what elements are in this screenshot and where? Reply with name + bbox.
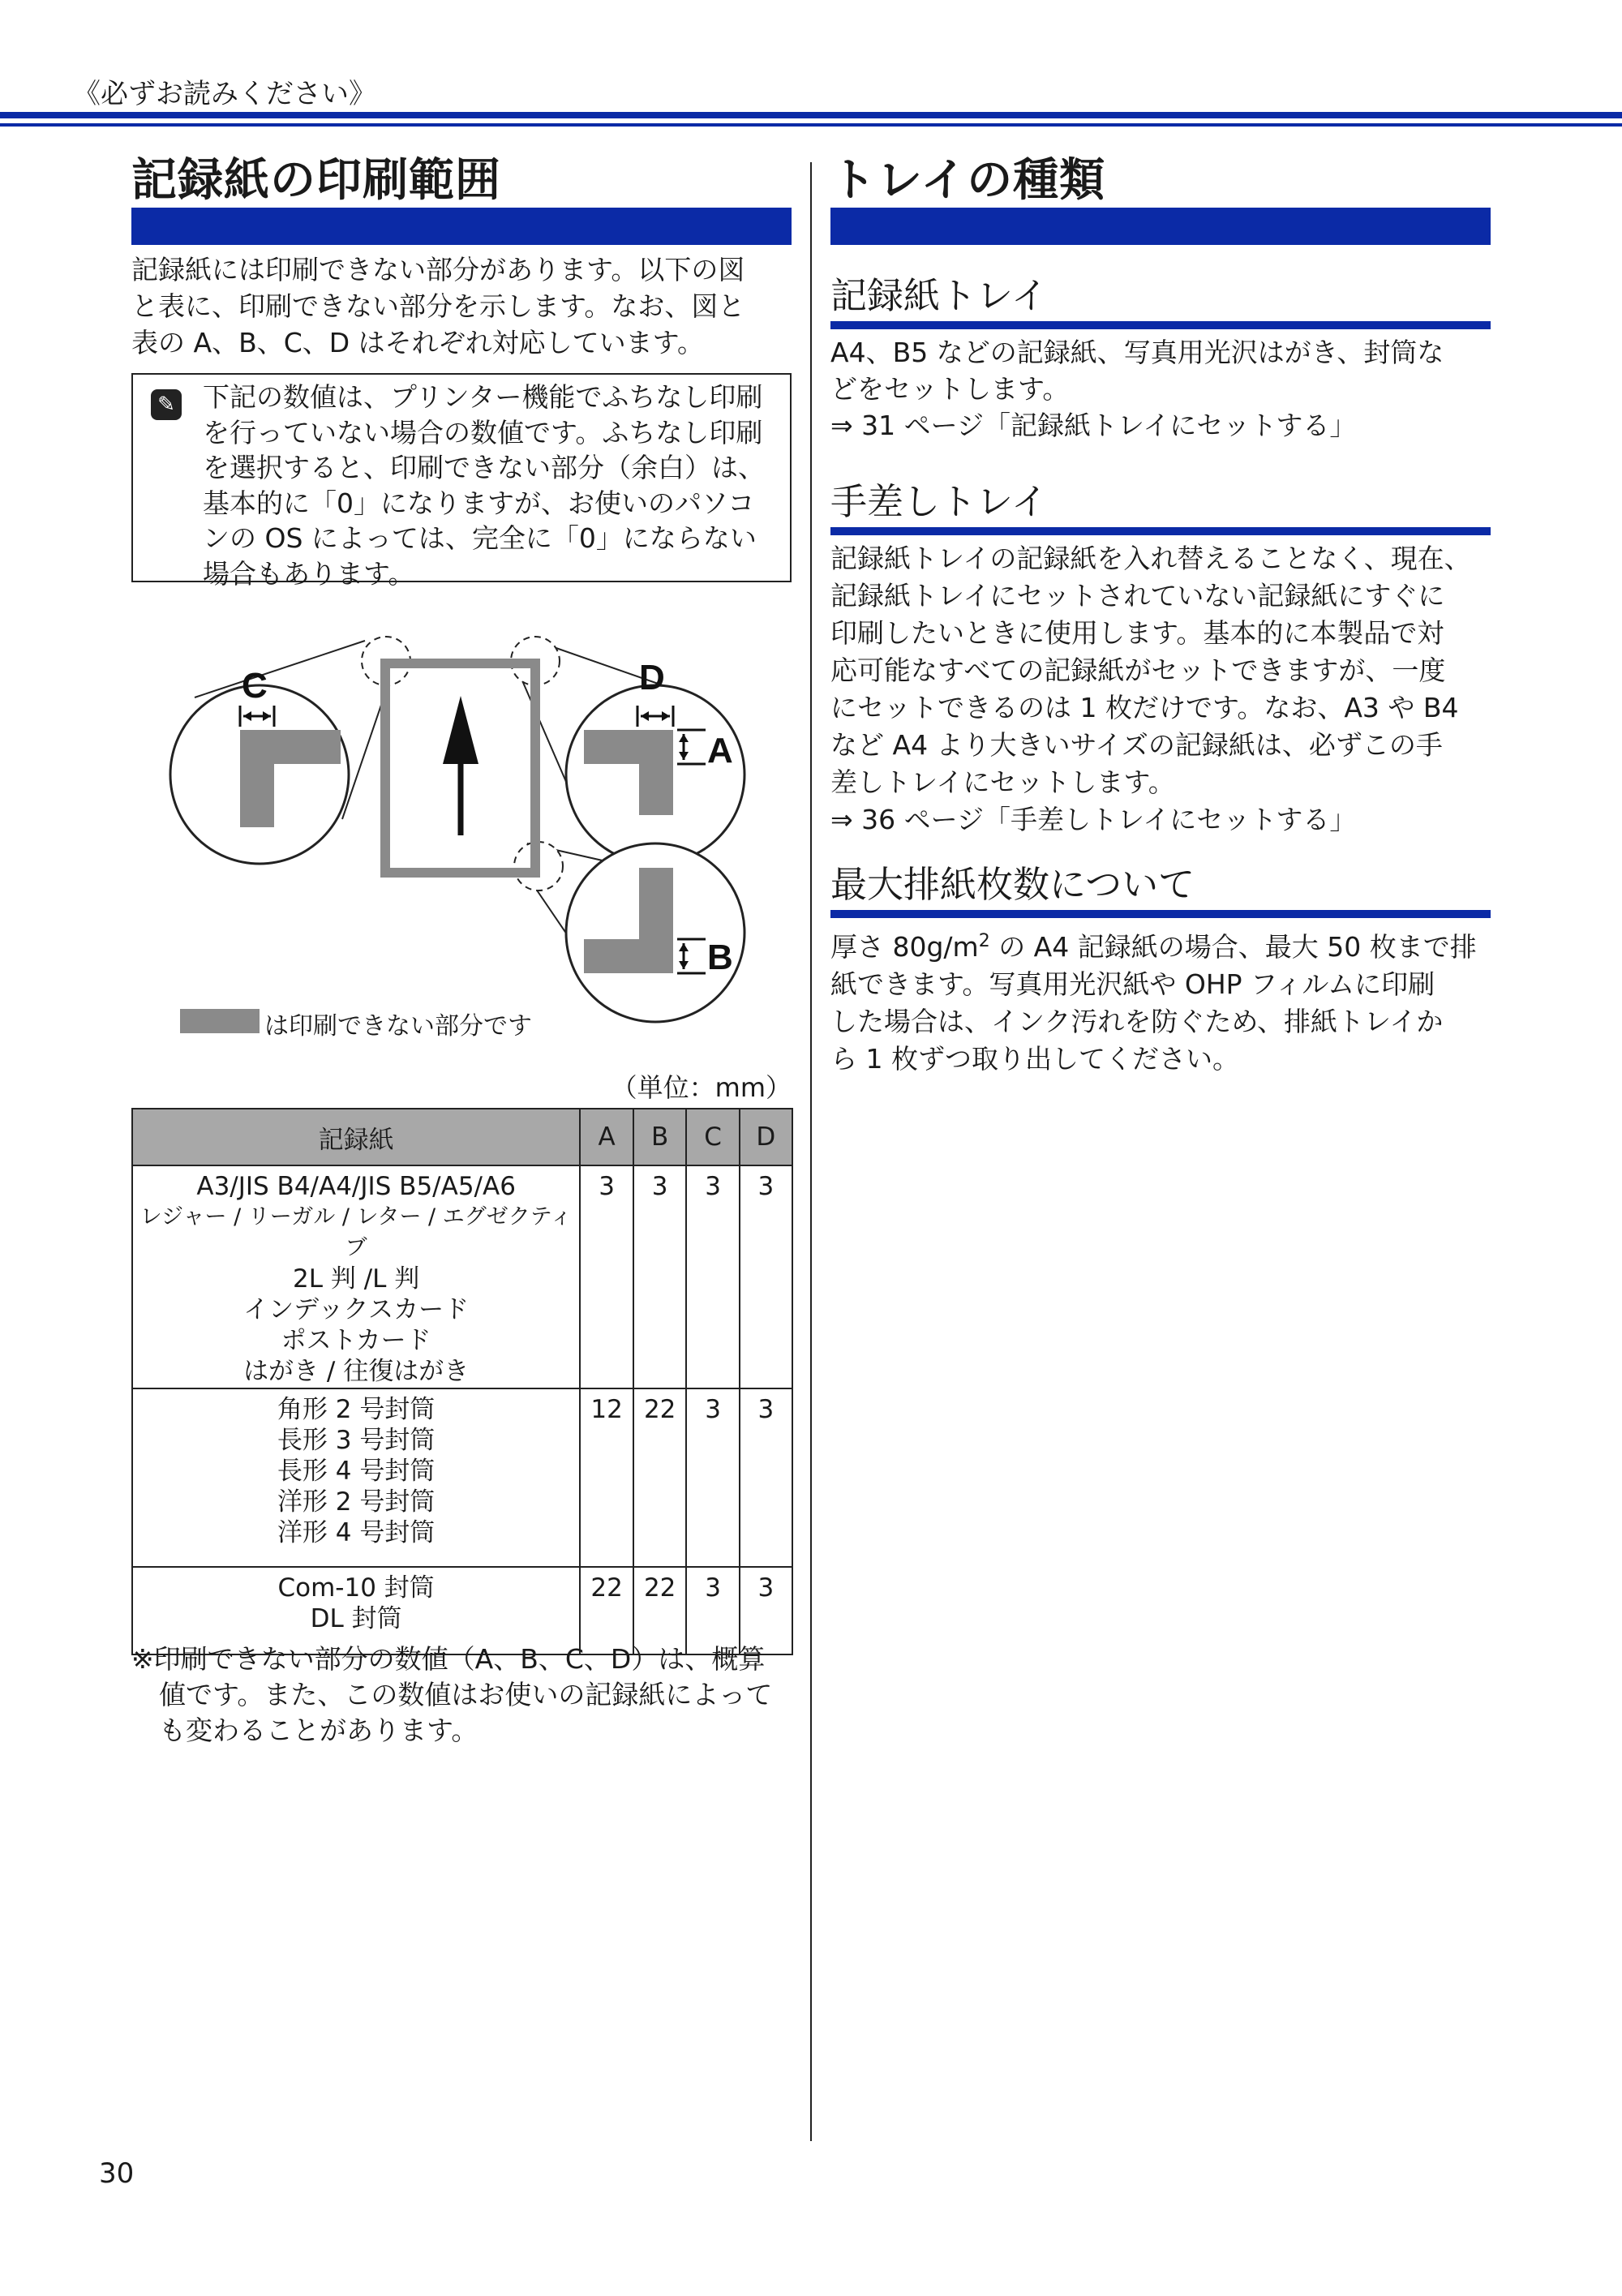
body-line: にセットできるのは 1 枚だけです。なお、A3 や B4: [830, 692, 1459, 723]
note-pencil-icon: ✎: [151, 389, 182, 420]
col-header-c: C: [686, 1109, 739, 1165]
left-intro: [131, 251, 805, 361]
table-row: [132, 1165, 792, 1388]
paper-line: レジャー / リーガル / レター / エグゼクティブ: [139, 1204, 573, 1260]
note-line: 下記の数値は、プリンター機能でふちなし印刷: [203, 381, 763, 413]
paper-line: インデックスカード: [243, 1295, 470, 1324]
cell-b: 22: [633, 1388, 687, 1567]
header-rule-bottom: [0, 123, 1622, 127]
margins-table: [131, 1108, 793, 1655]
footnote-line: も変わることがあります。: [159, 1714, 478, 1746]
intro-line: と表に、印刷できない部分を示します。なお、図と: [131, 290, 745, 322]
paper-line: DL 封筒: [310, 1604, 402, 1633]
note-line: 場合もあります。: [203, 557, 415, 590]
column-divider: [810, 162, 812, 2141]
legend-text: は印刷できない部分です: [264, 1012, 532, 1041]
body-line: 印刷したいときに使用します。基本的に本製品で対: [830, 617, 1444, 649]
running-header: 《必ずお読みください》: [73, 78, 376, 110]
paper-cell: [132, 1165, 580, 1388]
cell-c: 3: [686, 1567, 739, 1654]
paper-line: 2L 判 /L 判: [293, 1264, 420, 1294]
unit-label: （単位：mm）: [611, 1072, 792, 1103]
header-rule-top: [0, 112, 1622, 118]
body-line: 紙できます。写真用光沢紙や OHP フィルムに印刷: [830, 968, 1435, 1000]
section-title-manual-tray: 手差しトレイ: [830, 480, 1048, 523]
page-number: 30: [99, 2157, 135, 2190]
cell-a: 3: [580, 1165, 633, 1388]
right-heading: トレイの種類: [830, 154, 1106, 207]
right-heading-bar: [830, 208, 1491, 245]
label-a: A: [707, 731, 733, 770]
col-header-paper: 記録紙: [132, 1109, 580, 1165]
paper-cell: [132, 1388, 580, 1567]
page-reference-link[interactable]: ⇒ 36 ページ「手差しトレイにセットする」: [830, 804, 1357, 835]
table-header-row: [132, 1109, 792, 1165]
paper-line: 長形 3 号封筒: [277, 1426, 436, 1455]
paper-line: 角形 2 号封筒: [277, 1395, 436, 1424]
left-heading-bar: [131, 208, 792, 245]
label-d: D: [639, 658, 665, 697]
body-line: した場合は、インク汚れを防ぐため、排紙トレイか: [830, 1006, 1444, 1037]
col-header-d: D: [740, 1109, 792, 1165]
body-text-pre: 厚さ 80g/m: [830, 931, 979, 963]
paper-line: Com-10 封筒: [277, 1573, 435, 1603]
superscript-two: 2: [978, 931, 990, 951]
note-box: [131, 373, 792, 590]
cell-d: 3: [740, 1388, 792, 1567]
section-title-max-output: 最大排紙枚数について: [830, 863, 1195, 906]
note-line: 基本的に「0」になりますが、お使いのパソコ: [203, 487, 755, 519]
section-rule: [830, 527, 1491, 535]
cell-c: 3: [686, 1388, 739, 1567]
printable-area-diagram: [162, 624, 779, 1030]
body-line: 差しトレイにセットします。: [830, 766, 1175, 798]
cell-c: 3: [686, 1165, 739, 1388]
body-line: ら 1 枚ずつ取り出してください。: [830, 1043, 1239, 1075]
page-reference-link[interactable]: ⇒ 31 ページ「記録紙トレイにセットする」: [830, 410, 1357, 441]
body-text-post: の A4 記録紙の場合、最大 50 枚まで排: [989, 931, 1477, 963]
body-line: どをセットします。: [830, 373, 1070, 405]
cell-d: 3: [740, 1165, 792, 1388]
paper-line: ポストカード: [281, 1326, 431, 1355]
footnote-line: 値です。また、この数値はお使いの記録紙によって: [159, 1679, 773, 1710]
col-header-b: B: [633, 1109, 687, 1165]
paper-line: 長形 4 号封筒: [277, 1457, 436, 1486]
col-header-a: A: [580, 1109, 633, 1165]
left-heading: 記録紙の印刷範囲: [131, 154, 501, 207]
paper-line: 洋形 2 号封筒: [277, 1487, 436, 1517]
paper-line: はがき / 往復はがき: [243, 1357, 470, 1386]
legend-swatch: [180, 1009, 260, 1033]
body-line: 記録紙トレイの記録紙を入れ替えることなく、現在、: [830, 543, 1471, 574]
intro-line: 表の A、B、C、D はそれぞれ対応しています。: [131, 327, 705, 358]
section-rule: [830, 321, 1491, 329]
body-line: [830, 923, 1495, 966]
body-line: 応可能なすべての記録紙がセットできますが、一度: [830, 654, 1446, 686]
label-b: B: [707, 938, 733, 977]
body-line: 記録紙トレイにセットされていない記録紙にすぐに: [830, 580, 1445, 612]
intro-line: 記録紙には印刷できない部分があります。以下の図: [131, 254, 745, 285]
cell-b: 22: [633, 1567, 687, 1654]
body-line: A4、B5 などの記録紙、写真用光沢はがき、封筒な: [830, 337, 1444, 368]
paper-line: A3/JIS B4/A4/JIS B5/A5/A6: [196, 1172, 516, 1201]
label-c: C: [242, 666, 268, 706]
cell-a: 12: [580, 1388, 633, 1567]
cell-a: 22: [580, 1567, 633, 1654]
section-body: [830, 334, 1495, 444]
cell-d: 3: [740, 1567, 792, 1654]
section-body: [830, 923, 1495, 1078]
footnote-line: ※印刷できない部分の数値（A、B、C、D）は、概算: [131, 1643, 766, 1675]
cell-b: 3: [633, 1165, 687, 1388]
note-line: ンの OS によっては、完全に「0」にならない: [203, 522, 757, 554]
section-rule: [830, 910, 1491, 918]
note-line: を選択すると、印刷できない部分（余白）は、: [203, 452, 765, 483]
section-body: [830, 540, 1495, 839]
note-text: [203, 380, 780, 591]
section-title-paper-tray: 記録紙トレイ: [830, 274, 1048, 317]
table-row: [132, 1388, 792, 1567]
paper-line: 洋形 4 号封筒: [277, 1518, 436, 1547]
feed-direction-arrow: [443, 696, 478, 835]
body-line: など A4 より大きいサイズの記録紙は、必ずこの手: [830, 729, 1443, 761]
footnote: [131, 1642, 805, 1749]
note-line: を行っていない場合の数値です。ふちなし印刷: [203, 416, 763, 448]
